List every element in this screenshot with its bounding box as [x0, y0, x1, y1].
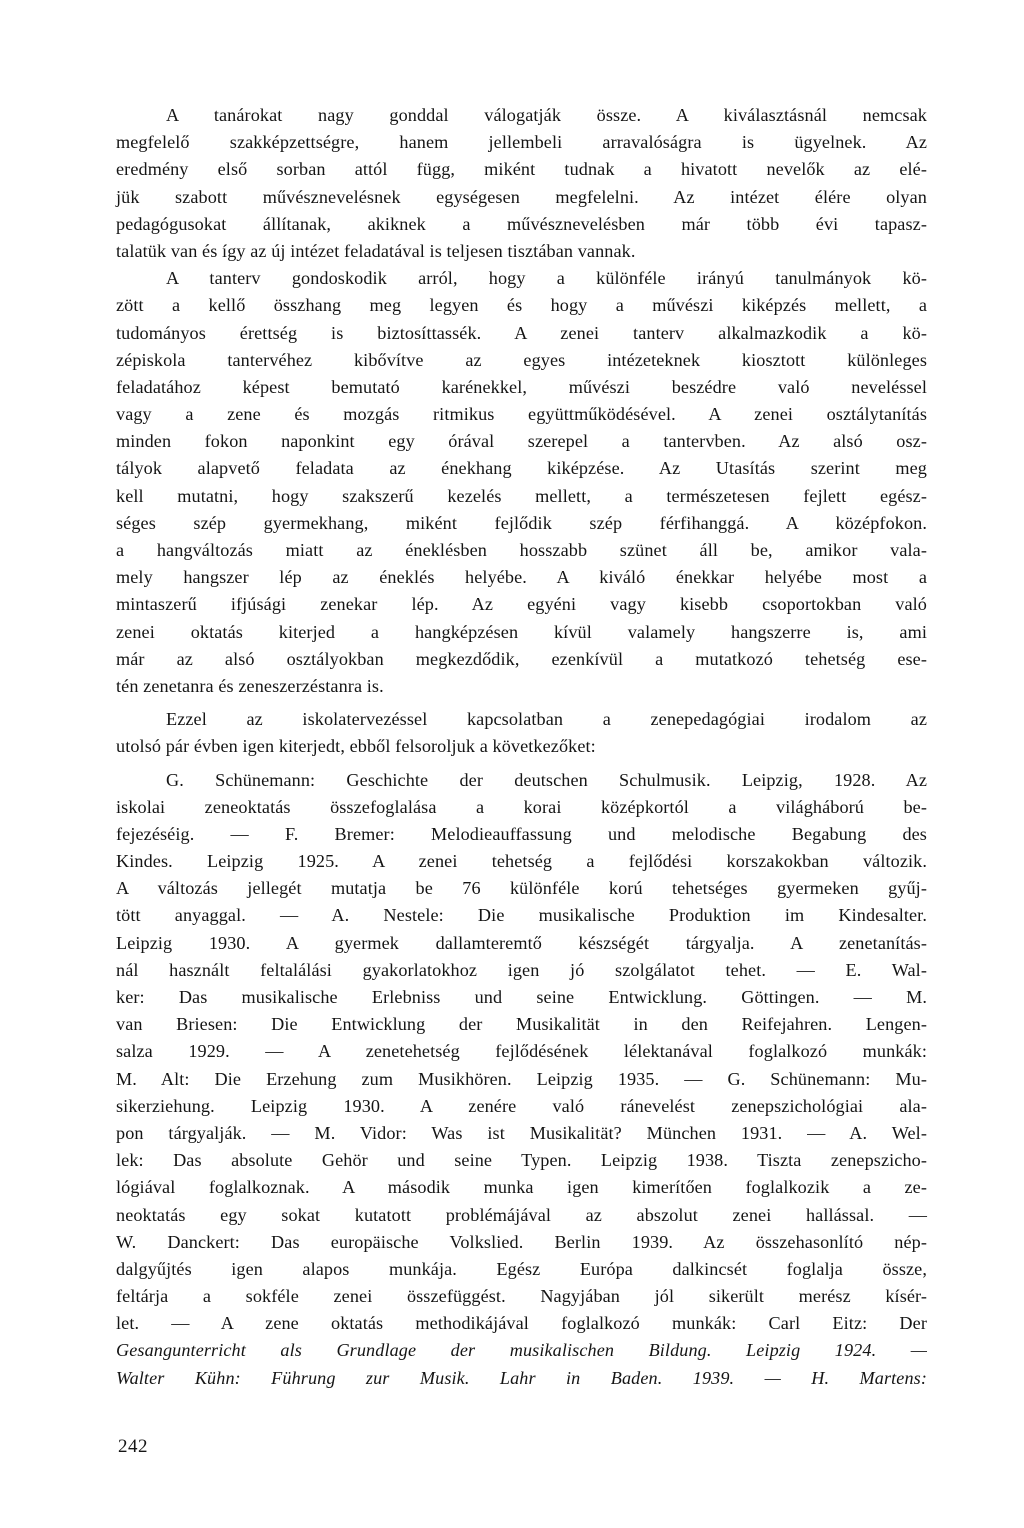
text-line: Gesangunterricht als Grundlage der musikalischen Bildung. Leipzig 1924. —	[116, 1340, 927, 1361]
text-line: iskolai zeneoktatás összefoglalása a korai középkortól a világháború be-	[116, 796, 927, 817]
text-line: fejezéséig. — F. Bremer: Melodieauffassung und melodische Begabung des	[116, 823, 927, 844]
text-line: tályok alapvető feladata az énekhang kiképzése. Az Utasítás szerint meg	[116, 458, 927, 479]
paragraph-literature-intro	[116, 706, 927, 760]
text-line: utolsó pár évben igen kiterjedt, ebből felsoroljuk a következőket:	[116, 736, 596, 757]
text-line: nál használt feltalálási gyakorlatokhoz igen jó szolgálatot tehet. — E. Wal-	[116, 959, 927, 980]
text-line: Walter Kühn: Führung zur Musik. Lahr in Baden. 1939. — H. Martens:	[116, 1367, 927, 1388]
text-line: tén zenetanra és zeneszerzéstanra is.	[116, 675, 384, 696]
text-line: mely hangszer lép az éneklés helyébe. A kiváló énekkar helyébe most a	[116, 567, 927, 588]
text-line: Ezzel az iskolatervezéssel kapcsolatban a zenepedagógiai irodalom az	[166, 709, 927, 730]
text-line: A tanterv gondoskodik arról, hogy a különféle irányú tanulmányok kö-	[166, 268, 927, 289]
text-line: sikerziehung. Leipzig 1930. A zenére való ránevelést zenepszichológiai ala-	[116, 1095, 927, 1116]
text-line: minden fokon naponkint egy órával szerepel a tantervben. Az alsó osz-	[116, 431, 927, 452]
text-line: feltárja a sokféle zenei összefüggést. Nagyjában jól sikerült merész kísér-	[116, 1286, 927, 1307]
text-line: tudományos érettség is biztosíttassék. A zenei tanterv alkalmazkodik a kö-	[116, 322, 927, 343]
paragraph-bibliography	[116, 767, 927, 1392]
text-line: jük szabott művésznevelésnek egységesen megfelelni. Az intézet élére olyan	[116, 186, 927, 207]
text-line: neoktatás egy sokat kutatott problémájával az abszolut zenei hallással. —	[116, 1204, 927, 1225]
text-line: pedagógusokat állítanak, akiknek a művésznevelésben már több évi tapasz-	[116, 213, 927, 234]
text-line: salza 1929. — A zenetehetség fejlődésének lélektanával foglalkozó munkák:	[116, 1041, 927, 1062]
text-line: Kindes. Leipzig 1925. A zenei tehetség a fejlődési korszakokban változik.	[116, 851, 927, 872]
text-line: pon tárgyalják. — M. Vidor: Was ist Musikalität? München 1931. — A. Wel-	[116, 1122, 927, 1143]
text-line: a hangváltozás miatt az éneklésben hosszabb szünet áll be, amikor vala-	[116, 540, 927, 560]
text-line: kell mutatni, hogy szakszerű kezelés mellett, a természetesen fejlett egész-	[116, 485, 927, 506]
text-line: van Briesen: Die Entwicklung der Musikalität in den Reifejahren. Lengen-	[116, 1014, 927, 1035]
text-line: W. Danckert: Das europäische Volkslied. Berlin 1939. Az összehasonlító nép-	[116, 1231, 927, 1252]
text-line: G. Schünemann: Geschichte der deutschen Schulmusik. Leipzig, 1928. Az	[166, 769, 927, 790]
text-line: M. Alt: Die Erzehung zum Musikhören. Leipzig 1935. — G. Schünemann: Mu-	[116, 1068, 927, 1089]
text-line: séges szép gyermekhang, miként fejlődik szép férfihanggá. A középfokon.	[116, 512, 927, 533]
text-line: megfelelő szakképzettségre, hanem jellembeli arravalóságra is ügyelnek. Az	[116, 132, 927, 153]
text-line: talatük van és így az új intézet feladatával is teljesen tisztában vannak.	[116, 240, 636, 261]
text-line: már az alsó osztályokban megkezdődik, ezenkívül a mutatkozó tehetség ese-	[116, 648, 927, 669]
text-line: vagy a zene és mozgás ritmikus együttműködésével. A zenei osztálytanítás	[116, 404, 927, 425]
text-line: eredmény első sorban attól függ, miként tudnak a hivatott nevelők az elé-	[116, 159, 927, 180]
text-line: Leipzig 1930. A gyermek dallamteremtő készségét tárgyalja. A zenetanítás-	[116, 932, 927, 953]
text-line: lek: Das absolute Gehör und seine Typen. Leipzig 1938. Tiszta zenepszicho-	[116, 1150, 927, 1171]
text-line: A változás jellegét mutatja be 76 különféle korú tehetséges gyermeken gyűj-	[116, 878, 927, 899]
text-column	[116, 102, 927, 1392]
paragraph-curriculum	[116, 265, 927, 700]
text-line: A tanárokat nagy gonddal válogatják össze. A kiválasztásnál nemcsak	[166, 105, 927, 125]
text-line: feladatához képest bemutató karénekkel, művészi beszédre való neveléssel	[116, 376, 927, 397]
text-line: let. — A zene oktatás methodikájával foglalkozó munkák: Carl Eitz: Der	[116, 1313, 927, 1334]
text-line: zenei oktatás kiterjed a hangképzésen kívül valamely hangszerre is, ami	[116, 621, 927, 642]
paragraph-teachers	[116, 102, 927, 265]
text-line: ker: Das musikalische Erlebniss und seine Entwicklung. Göttingen. — M.	[116, 987, 927, 1007]
text-line: mintaszerű ifjúsági zenekar lép. Az egyéni vagy kisebb csoportokban való	[116, 594, 927, 615]
text-line: zött a kellő összhang meg legyen és hogy a művészi kiképzés mellett, a	[116, 295, 927, 316]
text-line: zépiskola tantervéhez kibővítve az egyes intézeteknek kiosztott különleges	[116, 349, 927, 370]
page-number: 242	[118, 1436, 148, 1457]
text-line: lógiával foglalkoznak. A második munka igen kimerítően foglalkozik a ze-	[116, 1177, 927, 1198]
text-line: tött anyaggal. — A. Nestele: Die musikalische Produktion im Kindesalter.	[116, 905, 927, 926]
text-line: dalgyűjtés igen alapos munkája. Egész Európa dalkincsét foglalja össze,	[116, 1258, 927, 1279]
